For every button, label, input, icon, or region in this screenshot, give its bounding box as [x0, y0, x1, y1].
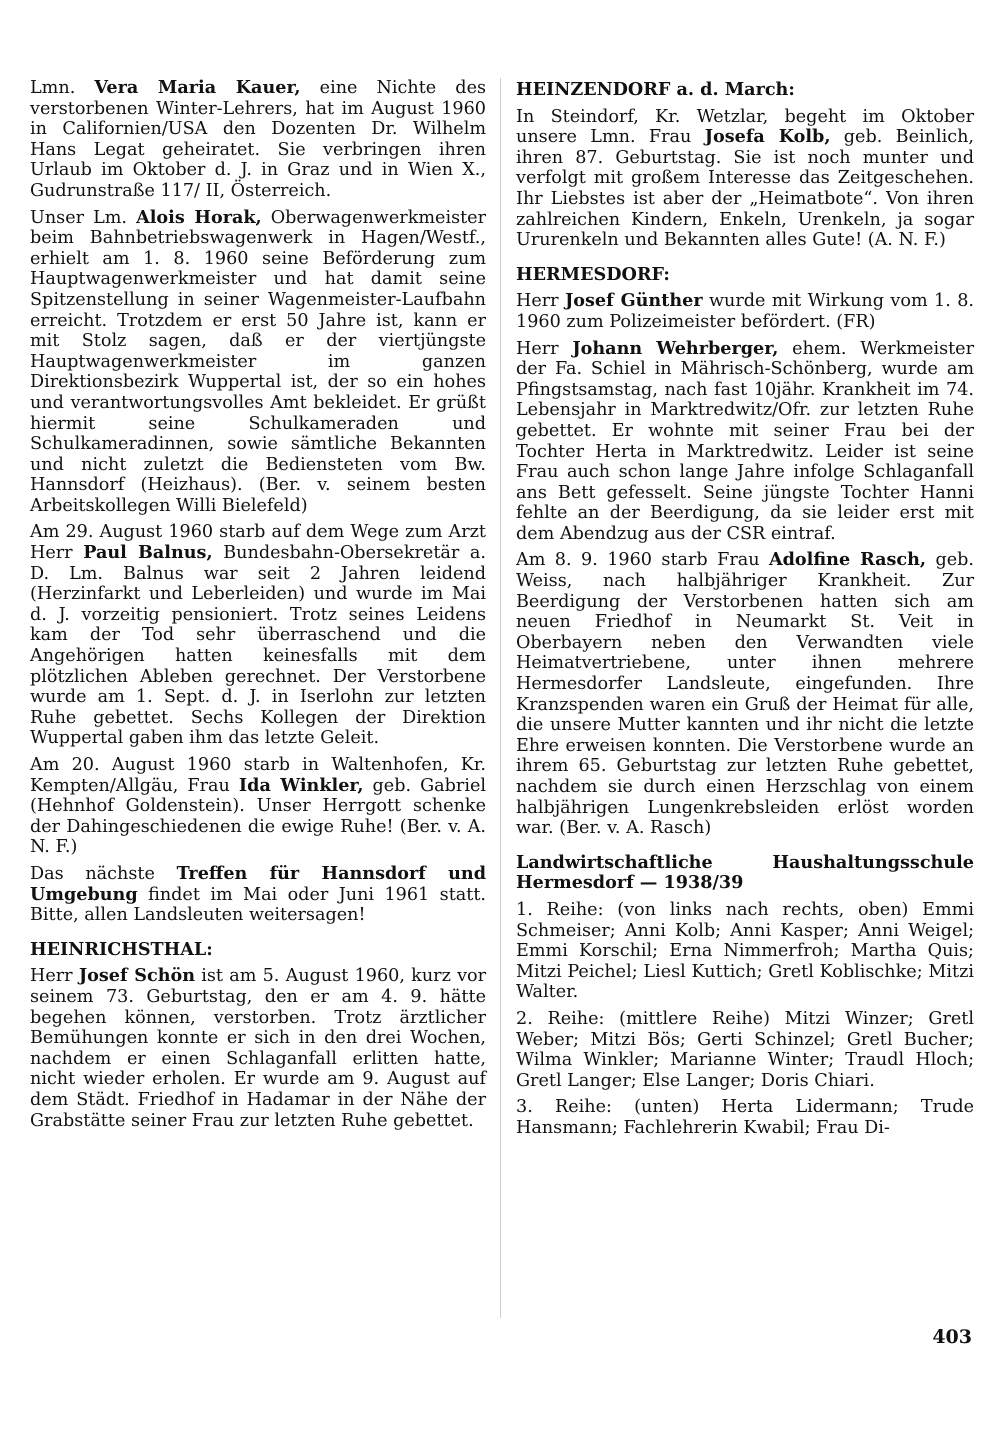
- article-horak: Unser Lm. Alois Horak, Oberwagenwerkmeister beim Bahnbetriebswagenwerk in Hagen/Westf., erhielt am 1. 8. 1960 seine Beförderung zum Hauptwagenwerkmeister und hat damit seine Spitzenstellung in seiner Wagenmeister-Laufbahn erreicht. Trotzdem er erst 50 Jahre ist, kann er mit Stolz sagen, daß er der viertjüngste Hauptwagenwerkmeister im ganzen Direktionsbezirk Wuppertal ist, der so ein hohes und verantwortungsvolles Amt bekleidet. Er grüßt hiermit seine Schulkameraden und Schulkameradinnen, sowie sämtliche Bekannten und nicht zuletzt die Bediensteten vom Bw. Hannsdorf (Heizhaus). (Ber. v. seinem besten Arbeitskollegen Willi Bielefeld): [30, 206, 486, 516]
- left-column: [30, 78, 486, 1137]
- article-balnus: Am 29. August 1960 starb auf dem Wege zum Arzt Herr Paul Balnus, Bundesbahn-Obersekretär a. D. Lm. Balnus war seit 2 Jahren leidend (Herzinfarkt und Leberleiden) und wurde im Mai d. J. vorzeitig pensioniert. Trotz seines Leidens kam der Tod sehr überraschend und die Angehörigen hatten keinesfalls mit dem plötzlichen Ableben gerechnet. Der Verstorbene wurde am 1. Sept. d. J. in Iserlohn zur letzten Ruhe gebettet. Sechs Kollegen der Direktion Wuppertal gaben ihm das letzte Geleit.: [30, 522, 487, 749]
- heading-school: [516, 853, 974, 894]
- heading-heinzendorf: HEINZENDORF a. d. March:: [516, 79, 795, 100]
- article-winkler: Am 20. August 1960 starb in Waltenhofen, Kr. Kempten/Allgäu, Frau Ida Winkler, geb. Gabriel (Hehnhof Goldenstein). Unser Herrgott schenke der Dahingeschiedenen die ewige Ruhe! (Ber. v. A. N. F.): [30, 755, 486, 858]
- heading-hermesdorf: HERMESDORF:: [516, 263, 670, 285]
- heading-school-line2: Hermesdorf — 1938/39: [516, 872, 744, 894]
- row-list-3: 3. Reihe: (unten) Herta Lidermann; Trude Hansmann; Fachlehrerin Kwabil; Frau Di-: [516, 1097, 974, 1138]
- page-number: 403: [932, 1326, 972, 1348]
- article-schoen: Herr Josef Schön ist am 5. August 1960, kurz vor seinem 73. Geburtstag, den er am 4. 9. hätte begehen können, verstorben. Trotz ärztlicher Bemühungen konnte er sich in den drei Wochen, nachdem er einen Schlaganfall erlitten hatte, nicht wieder erholen. Er wurde am 9. August auf dem Städt. Friedhof in Hadamar in der Nähe der Grabstätte seiner Frau zur letzten Ruhe gebettet.: [30, 965, 487, 1131]
- article-rasch: Am 8. 9. 1960 starb Frau Adolfine Rasch, geb. Weiss, nach halbjähriger Krankheit. Zur Beerdigung der Verstorbenen hatten sich am neuen Friedhof in Neumarkt St. Veit in Oberbayern neben den Verwandten viele Heimatvertriebene, unter ihnen mehrere Hermesdorfer Landsleute, eingefunden. Ihre Kranzspenden waren ein Gruß der Heimat für alle, die unsere Mutter kannten und ihr nicht die letzte Ehre erweisen konnten. Die Verstorbene wurde an ihrem 65. Geburtstag zur letzten Ruhe gebettet, nachdem sie durch einen Herzschlag von einem halbjährigen Lungenkrebsleiden erlöst worden war. (Ber. v. A. Rasch): [516, 549, 974, 839]
- heading-heinrichsthal: HEINRICHSTHAL:: [30, 938, 213, 960]
- right-column: [516, 80, 974, 1145]
- column-divider: [500, 78, 501, 1318]
- row-list-1: 1. Reihe: (von links nach rechts, oben) Emmi Schmeiser; Anni Kolb; Anni Kasper; Anni Weigel; Emmi Korschil; Erna Nimmerfroh; Martha Quis; Mitzi Peichel; Liesl Kuttich; Gretl Koblischke; Mitzi Walter.: [516, 899, 974, 1003]
- article-guenther: Herr Josef Günther wurde mit Wirkung vom 1. 8. 1960 zum Polizeimeister befördert. (FR): [516, 290, 974, 332]
- row-list-2: 2. Reihe: (mittlere Reihe) Mitzi Winzer; Gretl Weber; Mitzi Bös; Gerti Schinzel; Gretl Bucher; Wilma Winkler; Marianne Winter; Traudl Hloch; Gretl Langer; Else Langer; Doris Chiari.: [516, 1008, 974, 1091]
- article-wehrberger: Herr Johann Wehrberger, ehem. Werkmeister der Fa. Schiel in Mährisch-Schönberg, wurde am Pfingstsamstag, nach fast 10jähr. Krankheit im 74. Lebensjahr in Marktredwitz/Ofr. zur letzten Ruhe gebettet. Er wohnte mit seiner Frau bei der Tochter Herta in Marktredwitz. Leider ist seine Frau auch schon lange Jahre infolge Schlaganfall ans Bett gefesselt. Seine jüngste Tochter Hanni fehlte an der Beerdigung, da sie leider erst mit dem Abendzug aus der CSR eintraf.: [516, 337, 975, 544]
- heading-school-line1: Landwirtschaftliche Haushaltungsschule: [516, 851, 974, 873]
- article-kauer: Lmn. Vera Maria Kauer, eine Nichte des verstorbenen Winter-Lehrers, hat im August 1960 in Californien/USA den Dozenten Dr. Wilhelm Hans Legat geheiratet. Sie verbringen ihren Urlaub im Oktober d. J. in Graz und in Wien X., Gudrunstraße 117/ II, Österreich.: [30, 77, 487, 201]
- article-treffen: Das nächste Treffen für Hannsdorf und Umgebung findet im Mai oder Juni 1961 statt. Bitte, allen Landsleuten weitersagen!: [30, 862, 486, 926]
- article-kolb: In Steindorf, Kr. Wetzlar, begeht im Oktober unsere Lmn. Frau Josefa Kolb, geb. Beinlich, ihren 87. Geburtstag. Sie ist noch munter und verfolgt mit großem Interesse das Zeitgeschehen. Ihr Liebstes ist aber der „Heimatbote“. Von ihren zahlreichen Kindern, Enkeln, Urenkeln, ja sogar Ururenkeln und Bekannten alles Gute! (A. N. F.): [516, 106, 974, 251]
